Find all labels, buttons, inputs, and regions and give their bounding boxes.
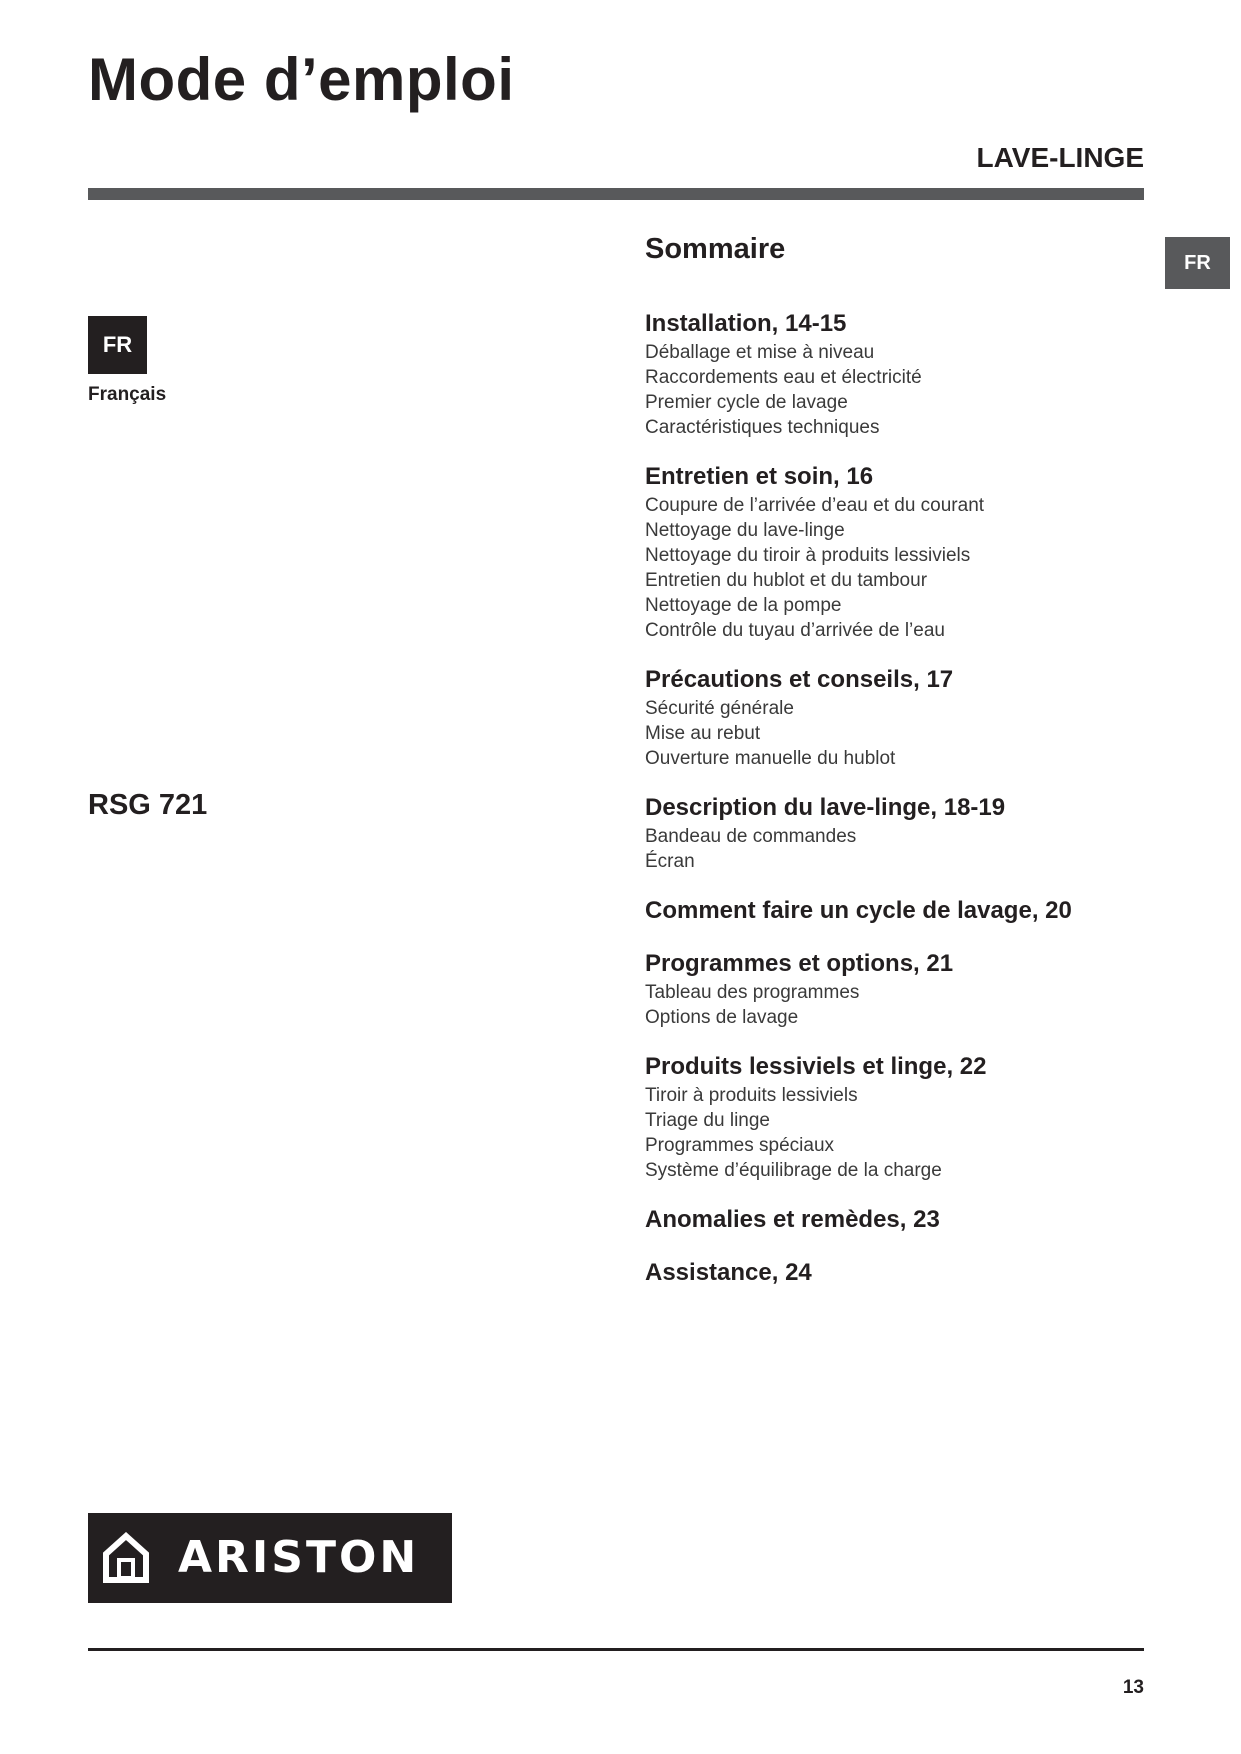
toc-heading: Description du lave-linge, 18-19	[645, 794, 1006, 821]
toc-heading: Assistance, 24	[645, 1259, 812, 1286]
language-name: Français	[88, 384, 167, 405]
toc-item: Mise au rebut	[645, 723, 761, 744]
toc-item: Coupure de l’arrivée d’eau et du courant	[645, 495, 985, 516]
toc-item: Options de lavage	[645, 1007, 799, 1028]
toc-heading: Entretien et soin, 16	[645, 463, 874, 490]
toc-item: Caractéristiques techniques	[645, 417, 880, 438]
toc-item: Sécurité générale	[645, 698, 794, 719]
toc-heading: Installation, 14-15	[645, 310, 847, 337]
language-side-tab: FR	[1165, 237, 1230, 289]
toc-item: Nettoyage du lave-linge	[645, 520, 845, 541]
model-number: RSG 721	[88, 789, 208, 821]
toc-item: Triage du linge	[645, 1110, 770, 1131]
toc-section-maintenance	[645, 461, 1165, 643]
toc-item: Entretien du hublot et du tambour	[645, 570, 928, 591]
toc-item: Bandeau de commandes	[645, 826, 857, 847]
toc-section-programs	[645, 948, 1165, 1030]
toc-section-troubleshooting	[645, 1204, 1165, 1236]
toc-item: Premier cycle de lavage	[645, 392, 848, 413]
toc-item: Tiroir à produits lessiviels	[645, 1085, 858, 1106]
product-type: LAVE-LINGE	[976, 142, 1144, 173]
table-of-contents	[645, 308, 1165, 1310]
header-divider	[88, 188, 1144, 200]
toc-heading: Produits lessiviels et linge, 22	[645, 1053, 987, 1080]
toc-section-detergents	[645, 1051, 1165, 1183]
toc-item: Déballage et mise à niveau	[645, 342, 875, 363]
toc-section-precautions	[645, 664, 1165, 771]
toc-item: Nettoyage du tiroir à produits lessiviels	[645, 545, 971, 566]
toc-heading: Comment faire un cycle de lavage, 20	[645, 897, 1072, 924]
toc-heading: Anomalies et remèdes, 23	[645, 1206, 940, 1233]
toc-heading: Précautions et conseils, 17	[645, 666, 954, 693]
toc-heading: Programmes et options, 21	[645, 950, 954, 977]
toc-section-description	[645, 792, 1165, 874]
toc-title: Sommaire	[645, 233, 786, 265]
ariston-logo	[88, 1513, 452, 1603]
brand-name: ARISTON	[178, 1532, 420, 1583]
toc-item: Ouverture manuelle du hublot	[645, 748, 896, 769]
footer-divider	[88, 1648, 1144, 1651]
toc-item: Raccordements eau et électricité	[645, 367, 922, 388]
page-number: 13	[1122, 1677, 1144, 1698]
toc-item: Contrôle du tuyau d’arrivée de l’eau	[645, 620, 945, 641]
toc-item: Programmes spéciaux	[645, 1135, 835, 1156]
house-outline-icon	[102, 1532, 150, 1584]
toc-item: Tableau des programmes	[645, 982, 860, 1003]
toc-section-installation	[645, 308, 1165, 440]
toc-item: Système d’équilibrage de la charge	[645, 1160, 942, 1181]
language-badge: FR	[88, 316, 147, 374]
toc-item: Écran	[645, 851, 695, 872]
toc-section-assistance	[645, 1257, 1165, 1289]
toc-item: Nettoyage de la pompe	[645, 595, 842, 616]
document-title: Mode d’emploi	[88, 46, 515, 113]
toc-section-wash-cycle	[645, 895, 1165, 927]
